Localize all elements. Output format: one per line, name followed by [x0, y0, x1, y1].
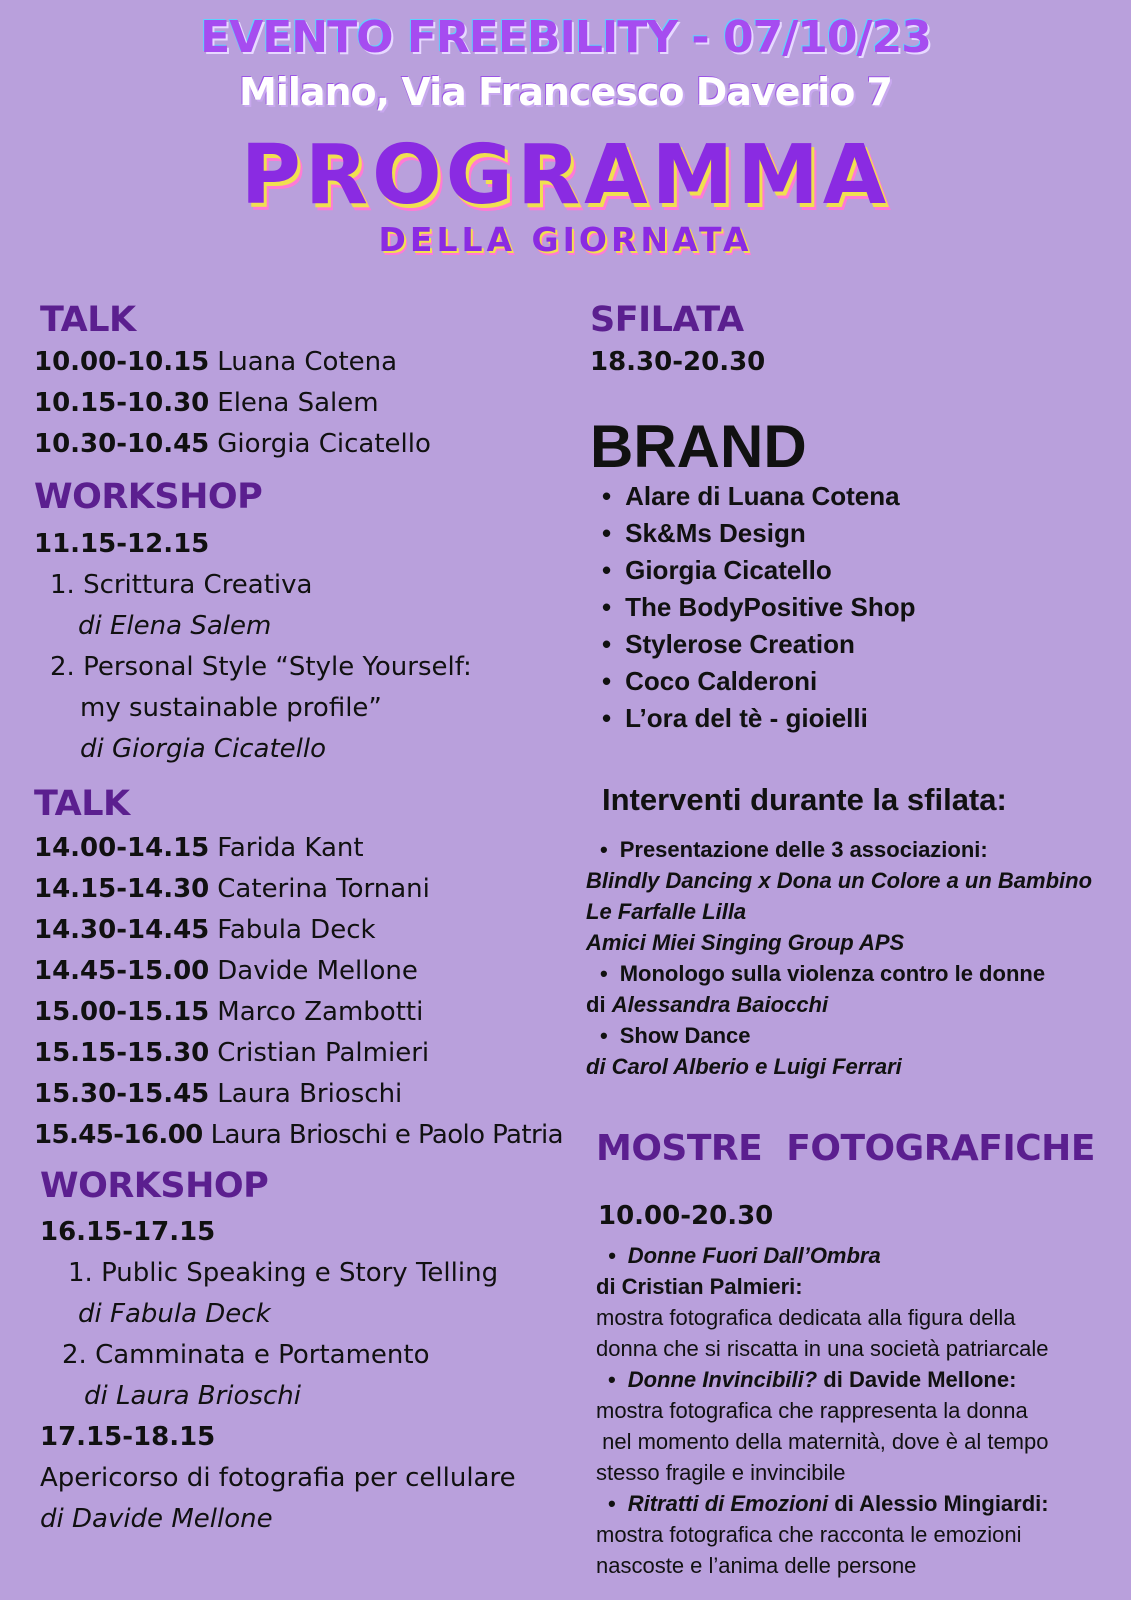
- programma-heading: PROGRAMMA: [240, 128, 891, 223]
- mostra-title: [596, 1240, 1049, 1271]
- mostra-desc: stesso fragile e invincibile: [596, 1460, 846, 1485]
- talk1-list: [34, 342, 431, 465]
- talk2-row: [34, 951, 563, 992]
- workshop2-block: [40, 1212, 516, 1540]
- interventi-text: Show Dance: [619, 1023, 751, 1048]
- talk2-row: [34, 828, 563, 869]
- talk2-row: [34, 1074, 563, 1115]
- brand-item: • Sk&Ms Design: [602, 515, 915, 552]
- workshop2-item1-by: di Fabula Deck: [78, 1299, 271, 1329]
- mostra-author: di Davide Mellone:: [823, 1367, 1017, 1392]
- talk-speaker: Laura Brioschi: [217, 1079, 403, 1109]
- mostra-desc: donna che si riscatta in una società patriarcale: [596, 1336, 1049, 1361]
- talk2-list: [34, 828, 563, 1156]
- brand-item: • Coco Calderoni: [602, 663, 915, 700]
- workshop1-item1-by: di Elena Salem: [78, 611, 272, 641]
- talk-speaker: Giorgia Cicatello: [217, 429, 431, 459]
- talk-speaker: Davide Mellone: [217, 956, 418, 986]
- interventi-block: [586, 834, 1092, 1082]
- mostre-block: [596, 1240, 1049, 1581]
- mostre-heading: MOSTRE FOTOGRAFICHE: [596, 1128, 1095, 1169]
- workshop2-item2: 2. Camminata e Portamento: [62, 1340, 430, 1370]
- workshop1-time: 11.15-12.15: [34, 529, 210, 559]
- talk-time: 14.45-15.00: [34, 956, 210, 986]
- interventi-item: [586, 834, 1092, 865]
- talk1-heading: TALK: [40, 300, 136, 340]
- talk-time: 14.15-14.30: [34, 874, 210, 904]
- workshop1-heading: WORKSHOP: [34, 477, 263, 517]
- event-address: Milano, Via Francesco Daverio 7: [239, 70, 892, 114]
- talk1-row: [34, 342, 431, 383]
- mostra-title: [596, 1364, 1049, 1395]
- brand-item: • Giorgia Cicatello: [602, 552, 915, 589]
- workshop2-item3: Apericorso di fotografia per cellulare: [40, 1463, 516, 1493]
- talk-speaker: Luana Cotena: [217, 347, 398, 377]
- workshop2-item2-by: di Laura Brioschi: [84, 1381, 301, 1411]
- talk-time: 15.00-15.15: [34, 997, 210, 1027]
- brand-item: • The BodyPositive Shop: [602, 589, 915, 626]
- workshop1-block: [34, 524, 472, 770]
- brand-list: [578, 478, 915, 737]
- workshop2-item3-by: di Davide Mellone: [40, 1504, 273, 1534]
- mostra-author: di Cristian Palmieri:: [596, 1274, 803, 1299]
- talk-time: 14.00-14.15: [34, 833, 210, 863]
- brand-item: • L’ora del tè - gioielli: [602, 700, 915, 737]
- talk-time: 10.30-10.45: [34, 429, 210, 459]
- talk-speaker: Farida Kant: [217, 833, 364, 863]
- interventi-item: [586, 958, 1092, 989]
- talk1-row: [34, 383, 431, 424]
- brand-item: • Stylerose Creation: [602, 626, 915, 663]
- workshop1-item2-cont: my sustainable profile”: [80, 693, 382, 723]
- mostra-title: [596, 1488, 1049, 1519]
- sfilata-time: 18.30-20.30: [590, 347, 766, 377]
- interventi-item: [586, 1020, 1092, 1051]
- talk-time: 15.45-16.00: [34, 1120, 203, 1150]
- talk-speaker: Marco Zambotti: [217, 997, 424, 1027]
- bullet: [608, 1367, 628, 1392]
- mostra-name: Donne Fuori Dall’Ombra: [627, 1243, 881, 1268]
- talk-time: 10.00-10.15: [34, 347, 210, 377]
- association: Blindly Dancing x Dona un Colore a un Bambino: [586, 868, 1093, 893]
- talk-time: 14.30-14.45: [34, 915, 210, 945]
- interventi-text: Presentazione delle 3 associazioni:: [619, 837, 988, 862]
- mostra-desc: mostra fotografica che rappresenta la donna: [596, 1398, 1028, 1423]
- giornata-subheading: DELLA GIORNATA: [378, 220, 753, 259]
- bullet: [600, 961, 620, 986]
- talk-time: 15.30-15.45: [34, 1079, 210, 1109]
- workshop1-item1: 1. Scrittura Creativa: [50, 570, 313, 600]
- association: Le Farfalle Lilla: [586, 899, 747, 924]
- workshop1-item2-by: di Giorgia Cicatello: [80, 734, 327, 764]
- bullet: [600, 837, 620, 862]
- talk2-row: [34, 992, 563, 1033]
- mostra-desc: nascoste e l’anima delle persone: [596, 1553, 917, 1578]
- brand-heading: BRAND: [590, 413, 807, 480]
- interventi-di: di: [586, 992, 606, 1017]
- talk-speaker: Elena Salem: [217, 388, 379, 418]
- talk-time: 15.15-15.30: [34, 1038, 210, 1068]
- interventi-by: Alessandra Baiocchi: [611, 992, 829, 1017]
- interventi-author: di Carol Alberio e Luigi Ferrari: [586, 1054, 902, 1079]
- workshop1-item2: 2. Personal Style “Style Yourself:: [50, 652, 472, 682]
- mostra-name: Donne Invincibili?: [627, 1367, 818, 1392]
- workshop2-heading: WORKSHOP: [40, 1166, 269, 1206]
- interventi-heading: Interventi durante la sfilata:: [602, 782, 1007, 817]
- talk2-row: [34, 910, 563, 951]
- talk2-row: [34, 869, 563, 910]
- bullet: [608, 1491, 628, 1516]
- talk-speaker: Laura Brioschi e Paolo Patria: [210, 1120, 564, 1150]
- workshop2-time: 16.15-17.15: [40, 1217, 216, 1247]
- bullet: [608, 1243, 628, 1268]
- talk2-row: [34, 1033, 563, 1074]
- sfilata-heading: SFILATA: [590, 300, 744, 340]
- mostra-desc: nel momento della maternità, dove è al tempo: [596, 1429, 1049, 1454]
- mostre-time: 10.00-20.30: [598, 1201, 774, 1231]
- talk2-row: [34, 1115, 563, 1156]
- association: Amici Miei Singing Group APS: [586, 930, 905, 955]
- bullet: [600, 1023, 620, 1048]
- mostra-desc: mostra fotografica che racconta le emozioni: [596, 1522, 1022, 1547]
- mostra-name: Ritratti di Emozioni: [627, 1491, 829, 1516]
- talk-speaker: Cristian Palmieri: [217, 1038, 430, 1068]
- interventi-author: [586, 989, 1092, 1020]
- talk-speaker: Caterina Tornani: [217, 874, 430, 904]
- talk2-heading: TALK: [34, 784, 130, 824]
- interventi-text: Monologo sulla violenza contro le donne: [619, 961, 1046, 986]
- brand-item: • Alare di Luana Cotena: [602, 478, 915, 515]
- workshop2-item1: 1. Public Speaking e Story Telling: [68, 1258, 499, 1288]
- mostra-author: di Alessio Mingiardi:: [834, 1491, 1049, 1516]
- event-title: EVENTO FREEBILITY - 07/10/23: [200, 12, 931, 63]
- workshop2-time2: 17.15-18.15: [40, 1422, 216, 1452]
- mostra-desc: mostra fotografica dedicata alla figura della: [596, 1305, 1016, 1330]
- talk1-row: [34, 424, 431, 465]
- talk-time: 10.15-10.30: [34, 388, 210, 418]
- talk-speaker: Fabula Deck: [217, 915, 376, 945]
